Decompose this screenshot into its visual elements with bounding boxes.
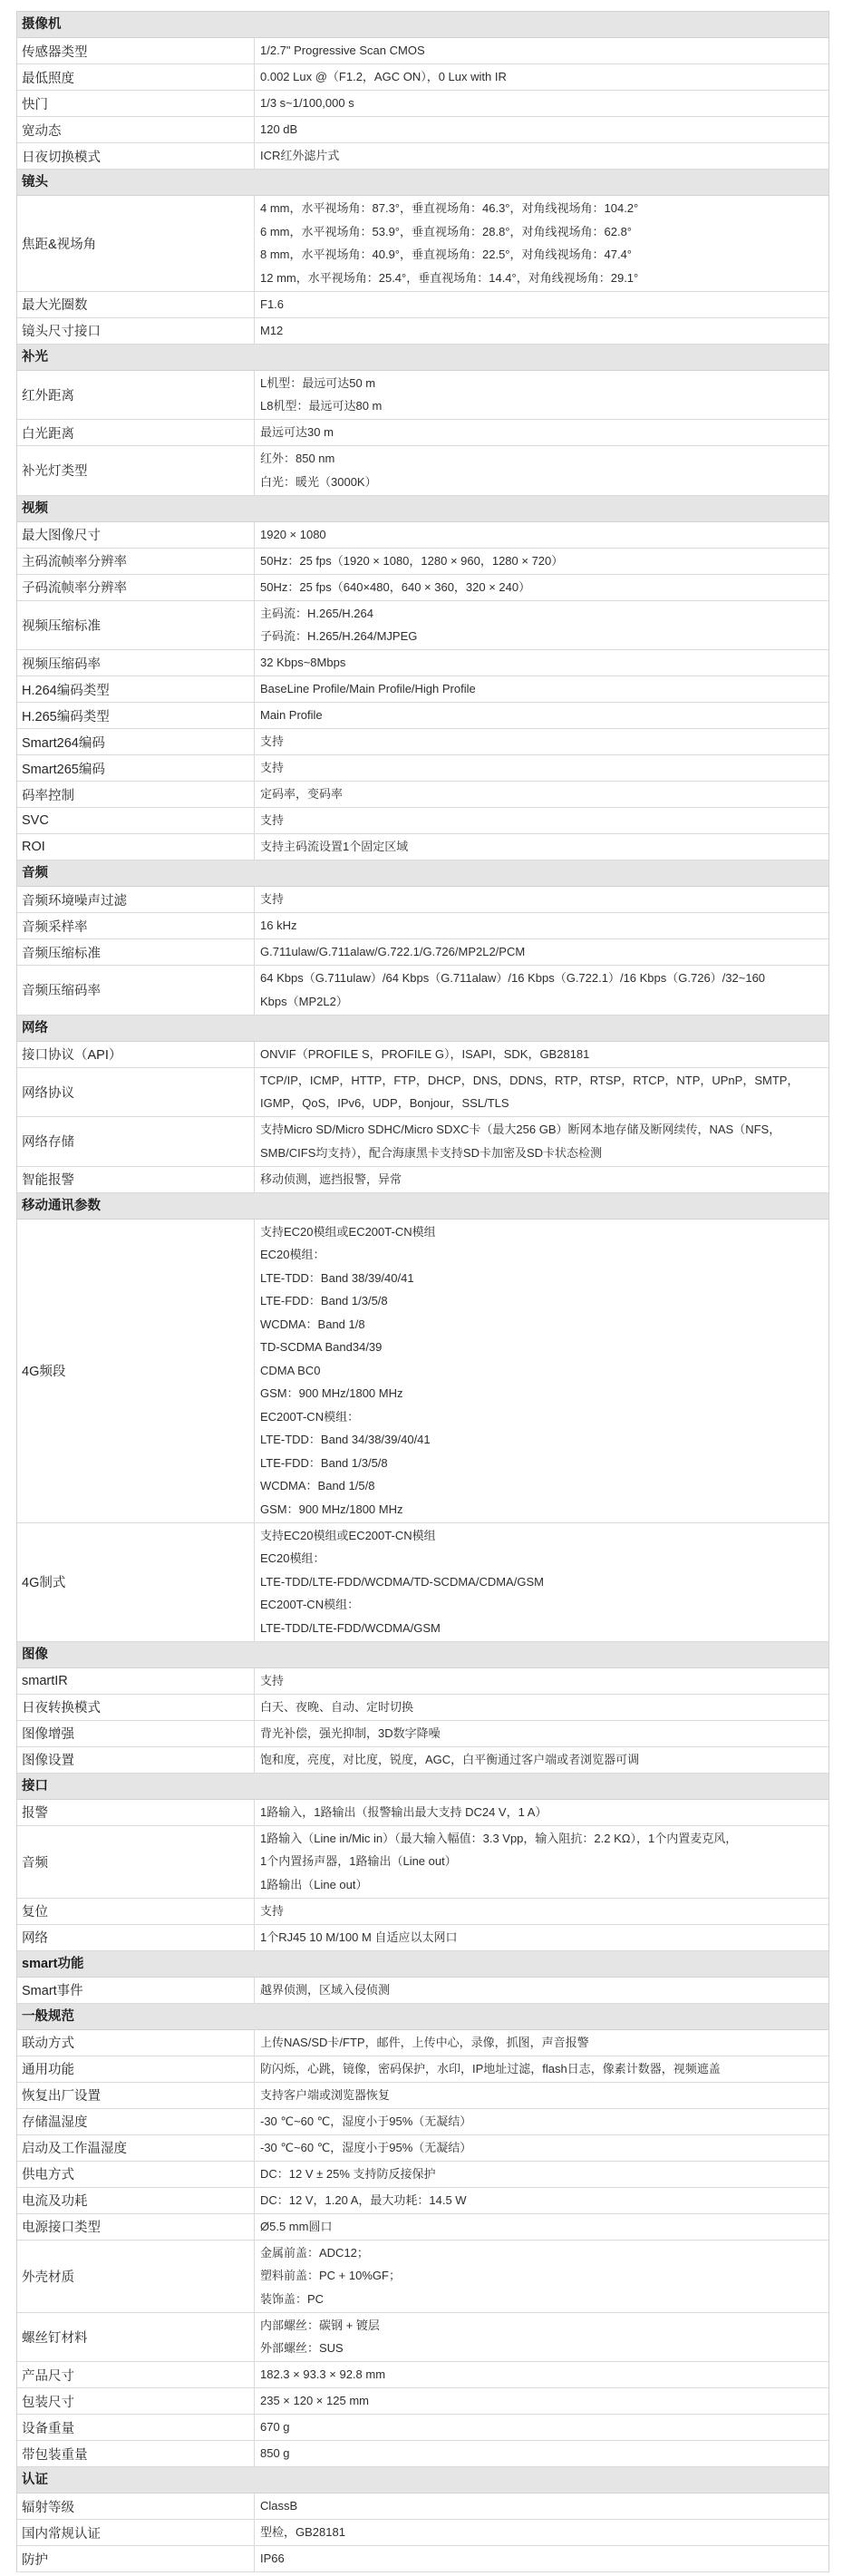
spec-value-line: 支持 [260, 1673, 285, 1687]
spec-label: 网络 [17, 1925, 255, 1950]
spec-label: 图像设置 [17, 1747, 255, 1773]
spec-value-line: 50Hz：25 fps（1920 × 1080，1280 × 960，1280 × 720） [260, 553, 564, 568]
spec-value-line: -30 ℃~60 ℃，湿度小于95%（无凝结） [260, 2114, 472, 2128]
spec-value-line: Ø5.5 mm圆口 [260, 2219, 333, 2233]
spec-value [255, 2493, 828, 2519]
spec-value-line: 182.3 × 93.3 × 92.8 mm [260, 2367, 386, 2382]
spec-value-line: 支持主码流设置1个固定区域 [260, 840, 409, 854]
spec-value [255, 143, 828, 169]
spec-label: 最大光圈数 [17, 292, 255, 317]
spec-row [17, 601, 828, 651]
spec-value-line: LTE-TDD：Band 38/39/40/41 [260, 1270, 414, 1285]
spec-value-line: 移动侦测，遮挡报警，异常 [260, 1171, 402, 1186]
section-header: 接口 [17, 1774, 828, 1800]
spec-value-line: 1个内置扬声器，1路输出（Line out） [260, 1854, 457, 1869]
spec-value [255, 1068, 828, 1117]
spec-value [255, 1220, 828, 1522]
spec-label: 镜头尺寸接口 [17, 318, 255, 344]
spec-label: SVC [17, 808, 255, 833]
spec-value [255, 117, 828, 142]
spec-value-line: 支持 [260, 813, 285, 828]
spec-label: 音频环境噪声过滤 [17, 887, 255, 912]
spec-label: 设备重量 [17, 2415, 255, 2440]
spec-value [255, 966, 828, 1015]
spec-value-line: 装饰盖：PC [260, 2291, 325, 2306]
spec-row [17, 2546, 828, 2572]
spec-value-line: TCP/IP，ICMP，HTTP，FTP，DHCP，DNS，DDNS，RTP，RTSP，RTCP，NTP，UPnP，SMTP， [260, 1073, 799, 1087]
spec-value [255, 549, 828, 574]
spec-row [17, 2162, 828, 2188]
spec-value-line: 背光补偿，强光抑制，3D数字降噪 [260, 1725, 441, 1740]
spec-value-line: Kbps（MP2L2） [260, 994, 348, 1008]
spec-row [17, 64, 828, 91]
spec-value-line: 外部螺丝：SUS [260, 2341, 344, 2356]
spec-value-line: 饱和度，亮度，对比度，锐度，AGC，白平衡通过客户端或者浏览器可调 [260, 1752, 640, 1766]
spec-row [17, 1721, 828, 1747]
spec-value-line: 12 mm，水平视场角：25.4°，垂直视场角：14.4°，对角线视场角：29.1° [260, 270, 639, 285]
spec-value [255, 887, 828, 912]
spec-value-line: LTE-FDD：Band 1/3/5/8 [260, 1455, 388, 1470]
spec-value-line: LTE-TDD/LTE-FDD/WCDMA/GSM [260, 1620, 441, 1635]
spec-value [255, 1668, 828, 1694]
spec-value [255, 371, 828, 420]
spec-label: 宽动态 [17, 117, 255, 142]
spec-row [17, 446, 828, 496]
spec-value [255, 834, 828, 860]
spec-row [17, 887, 828, 913]
spec-label: 供电方式 [17, 2162, 255, 2187]
spec-row [17, 196, 828, 292]
spec-value-line: 32 Kbps~8Mbps [260, 656, 346, 670]
spec-row [17, 318, 828, 345]
spec-row [17, 2388, 828, 2415]
spec-label: 恢复出厂设置 [17, 2083, 255, 2108]
spec-row [17, 1978, 828, 2004]
spec-value-line: 0.002 Lux @（F1.2，AGC ON），0 Lux with IR [260, 70, 507, 84]
spec-label: H.265编码类型 [17, 703, 255, 728]
spec-label: 智能报警 [17, 1167, 255, 1192]
spec-value-line: ICR红外滤片式 [260, 149, 340, 163]
spec-value [255, 1042, 828, 1067]
spec-label: 主码流帧率分辨率 [17, 549, 255, 574]
spec-value [255, 2362, 828, 2387]
spec-label: 码率控制 [17, 782, 255, 807]
spec-value [255, 650, 828, 676]
spec-label: 辐射等级 [17, 2493, 255, 2519]
spec-row [17, 2362, 828, 2388]
spec-table [16, 11, 829, 2572]
section-header: smart功能 [17, 1951, 828, 1978]
spec-label: 传感器类型 [17, 38, 255, 63]
spec-value-line: 16 kHz [260, 919, 297, 933]
spec-value [255, 2214, 828, 2240]
spec-label: 红外距离 [17, 371, 255, 420]
spec-row [17, 703, 828, 729]
spec-value-line: 塑料前盖：PC + 10%GF； [260, 2269, 401, 2283]
spec-row [17, 1668, 828, 1695]
spec-value [255, 2135, 828, 2161]
section-header: 音频 [17, 860, 828, 887]
spec-value [255, 1826, 828, 1898]
spec-label: 复位 [17, 1899, 255, 1924]
spec-value-line: -30 ℃~60 ℃，湿度小于95%（无凝结） [260, 2140, 472, 2154]
spec-label: 音频 [17, 1826, 255, 1898]
spec-label: 日夜转换模式 [17, 1695, 255, 1720]
spec-value [255, 38, 828, 63]
spec-label: 白光距离 [17, 420, 255, 445]
spec-value-line: 1路输入（Line in/Mic in）（最大输入幅值：3.3 Vpp，输入阻抗：2.2 KΩ），1个内置麦克风， [260, 1831, 738, 1845]
spec-row [17, 808, 828, 834]
spec-value-line: 850 g [260, 2446, 290, 2461]
spec-value-line: DC：12 V，1.20 A，最大功耗：14.5 W [260, 2192, 467, 2207]
spec-value-line: 越界侦测，区域入侵侦测 [260, 1982, 391, 1997]
spec-value [255, 2415, 828, 2440]
spec-value [255, 913, 828, 938]
spec-label: 网络存储 [17, 1117, 255, 1166]
spec-row [17, 1925, 828, 1951]
spec-value-line: CDMA BC0 [260, 1363, 321, 1377]
spec-value-line: 定码率，变码率 [260, 787, 344, 802]
spec-value-line: G.711ulaw/G.711alaw/G.722.1/G.726/MP2L2/PCM [260, 945, 526, 959]
spec-value-line: 支持EC20模组或EC200T-CN模组 [260, 1224, 436, 1239]
spec-value-line: 白光：暖光（3000K） [260, 474, 377, 489]
spec-row [17, 2520, 828, 2546]
spec-value-line: SMB/CIFS均支持），配合海康黑卡支持SD卡加密及SD卡状态检测 [260, 1145, 603, 1160]
spec-label: 联动方式 [17, 2030, 255, 2056]
spec-label: 外壳材质 [17, 2241, 255, 2312]
spec-row [17, 575, 828, 601]
spec-value-line: 1路输入，1路输出（报警输出最大支持 DC24 V，1 A） [260, 1804, 547, 1819]
spec-value-line: 64 Kbps（G.711ulaw）/64 Kbps（G.711alaw）/16 Kbps（G.722.1）/16 Kbps（G.726）/32~160 [260, 971, 766, 986]
section-header: 移动通讯参数 [17, 1193, 828, 1220]
spec-row [17, 1826, 828, 1899]
spec-value-line: IP66 [260, 2552, 285, 2566]
spec-value [255, 782, 828, 807]
spec-value [255, 2109, 828, 2134]
spec-value-line: 防闪烁，心跳，镜像，密码保护，水印，IP地址过滤，flash日志，像素计数器，视频遮盖 [260, 2061, 721, 2075]
spec-value-line: GSM：900 MHz/1800 MHz [260, 1502, 403, 1516]
spec-label: H.264编码类型 [17, 676, 255, 702]
spec-row [17, 2415, 828, 2441]
spec-label: 最低照度 [17, 64, 255, 90]
spec-row [17, 1800, 828, 1826]
spec-label: 音频采样率 [17, 913, 255, 938]
spec-value-line: 1/2.7" Progressive Scan CMOS [260, 44, 425, 58]
spec-value [255, 1523, 828, 1641]
spec-label: Smart事件 [17, 1978, 255, 2003]
spec-row [17, 2056, 828, 2083]
spec-value-line: 型检，GB28181 [260, 2525, 345, 2540]
spec-label: Smart264编码 [17, 729, 255, 754]
spec-label: 焦距&视场角 [17, 196, 255, 291]
spec-row [17, 729, 828, 755]
spec-value-line: ClassB [260, 2499, 298, 2513]
spec-value [255, 1925, 828, 1950]
spec-value [255, 1167, 828, 1192]
spec-row [17, 143, 828, 170]
spec-row [17, 1695, 828, 1721]
spec-value [255, 2546, 828, 2571]
section-header: 视频 [17, 496, 828, 522]
section-header: 摄像机 [17, 12, 828, 38]
spec-label: 电流及功耗 [17, 2188, 255, 2213]
spec-row [17, 2493, 828, 2520]
spec-label: 启动及工作温湿度 [17, 2135, 255, 2161]
spec-value [255, 729, 828, 754]
spec-value [255, 1695, 828, 1720]
spec-row [17, 2030, 828, 2056]
spec-row [17, 2441, 828, 2467]
spec-value-line: 最远可达30 m [260, 425, 334, 440]
spec-label: 视频压缩标准 [17, 601, 255, 650]
spec-value [255, 2241, 828, 2312]
spec-label: 快门 [17, 91, 255, 116]
spec-row [17, 91, 828, 117]
spec-label: 国内常规认证 [17, 2520, 255, 2545]
spec-value [255, 2441, 828, 2466]
spec-label: 报警 [17, 1800, 255, 1825]
spec-row [17, 2135, 828, 2162]
spec-value-line: 支持客户端或浏览器恢复 [260, 2087, 391, 2102]
spec-value-line: 支持 [260, 892, 285, 907]
spec-value [255, 2388, 828, 2414]
spec-value [255, 318, 828, 344]
spec-row [17, 1899, 828, 1925]
spec-row [17, 2109, 828, 2135]
spec-value-line: 支持 [260, 1903, 285, 1918]
spec-row [17, 834, 828, 860]
spec-value-line: L8机型：最远可达80 m [260, 399, 383, 413]
spec-value-line: BaseLine Profile/Main Profile/High Profile [260, 682, 476, 696]
spec-value-line: 支持 [260, 734, 285, 749]
spec-value [255, 808, 828, 833]
spec-value [255, 196, 828, 291]
spec-label: 4G制式 [17, 1523, 255, 1641]
spec-label: 子码流帧率分辨率 [17, 575, 255, 600]
spec-value [255, 703, 828, 728]
spec-value-line: 235 × 120 × 125 mm [260, 2394, 369, 2408]
spec-row [17, 782, 828, 808]
spec-row [17, 755, 828, 782]
section-header: 图像 [17, 1642, 828, 1668]
spec-value [255, 2083, 828, 2108]
spec-value [255, 1800, 828, 1825]
spec-row [17, 371, 828, 421]
spec-row [17, 2241, 828, 2313]
spec-row [17, 2313, 828, 2363]
spec-value [255, 2056, 828, 2082]
spec-value-line: ONVIF（PROFILE S，PROFILE G），ISAPI，SDK，GB28181 [260, 1046, 590, 1061]
spec-row [17, 1117, 828, 1167]
spec-value [255, 755, 828, 781]
spec-value-line: IGMP，QoS，IPv6，UDP，Bonjour，SSL/TLS [260, 1096, 509, 1111]
spec-row [17, 1042, 828, 1068]
spec-label: 产品尺寸 [17, 2362, 255, 2387]
spec-value-line: 红外：850 nm [260, 452, 335, 466]
spec-value-line: EC200T-CN模组： [260, 1409, 360, 1424]
spec-row [17, 1167, 828, 1193]
spec-value-line: 50Hz：25 fps（640×480，640 × 360，320 × 240） [260, 579, 531, 594]
spec-label: 螺丝钉材料 [17, 2313, 255, 2362]
spec-value [255, 91, 828, 116]
spec-value-line: 内部螺丝：碳钢 + 镀层 [260, 2318, 380, 2332]
spec-value [255, 1117, 828, 1166]
spec-value-line: F1.6 [260, 296, 285, 311]
spec-value-line: 上传NAS/SD卡/FTP，邮件，上传中心，录像，抓图，声音报警 [260, 2035, 589, 2049]
spec-row [17, 913, 828, 939]
spec-value-line: LTE-TDD：Band 34/38/39/40/41 [260, 1433, 431, 1447]
spec-label: 通用功能 [17, 2056, 255, 2082]
spec-row [17, 1747, 828, 1774]
spec-row [17, 2188, 828, 2214]
spec-value [255, 420, 828, 445]
spec-row [17, 2083, 828, 2109]
spec-value-line: 1/3 s~1/100,000 s [260, 96, 354, 111]
spec-value-line: 670 g [260, 2420, 290, 2435]
spec-label: 补光灯类型 [17, 446, 255, 495]
spec-value-line: 子码流：H.265/H.264/MJPEG [260, 629, 418, 644]
spec-row [17, 1220, 828, 1523]
spec-value-line: LTE-TDD/LTE-FDD/WCDMA/TD-SCDMA/CDMA/GSM [260, 1574, 544, 1589]
section-header: 镜头 [17, 170, 828, 196]
spec-value-line: M12 [260, 323, 284, 337]
spec-value-line: 6 mm，水平视场角：53.9°，垂直视场角：28.8°，对角线视场角：62.8° [260, 224, 633, 238]
spec-row [17, 522, 828, 549]
spec-value-line: TD-SCDMA Band34/39 [260, 1340, 383, 1355]
spec-label: 图像增强 [17, 1721, 255, 1746]
spec-value [255, 2313, 828, 2362]
spec-value-line: EC20模组： [260, 1248, 325, 1262]
spec-label: Smart265编码 [17, 755, 255, 781]
spec-row [17, 38, 828, 64]
spec-value-line: 支持Micro SD/Micro SDHC/Micro SDXC卡（最大256 GB）断网本地存储及断网续传，NAS（NFS， [260, 1123, 781, 1137]
spec-label: 4G频段 [17, 1220, 255, 1522]
spec-row [17, 1068, 828, 1118]
spec-row [17, 1523, 828, 1642]
spec-value-line: LTE-FDD：Band 1/3/5/8 [260, 1294, 388, 1308]
spec-label: 视频压缩码率 [17, 650, 255, 676]
spec-label: 日夜切换模式 [17, 143, 255, 169]
spec-value [255, 64, 828, 90]
spec-row [17, 966, 828, 1016]
spec-value [255, 522, 828, 548]
spec-value-line: 1个RJ45 10 M/100 M 自适应以太网口 [260, 1930, 458, 1944]
spec-row [17, 292, 828, 318]
spec-label: 防护 [17, 2546, 255, 2571]
spec-label: 存储温湿度 [17, 2109, 255, 2134]
spec-label: 带包装重量 [17, 2441, 255, 2466]
spec-value [255, 292, 828, 317]
spec-label: 音频压缩标准 [17, 939, 255, 965]
spec-value-line: 金属前盖：ADC12； [260, 2245, 369, 2260]
section-header: 补光 [17, 345, 828, 371]
spec-value-line: 支持 [260, 761, 285, 775]
spec-value [255, 1721, 828, 1746]
spec-label: 音频压缩码率 [17, 966, 255, 1015]
section-header: 认证 [17, 2467, 828, 2493]
spec-value-line: GSM：900 MHz/1800 MHz [260, 1386, 403, 1401]
spec-value [255, 1747, 828, 1773]
spec-value [255, 676, 828, 702]
spec-value-line: 4 mm，水平视场角：87.3°，垂直视场角：46.3°，对角线视场角：104.2° [260, 201, 639, 216]
spec-value-line: WCDMA：Band 1/8 [260, 1317, 365, 1331]
spec-value [255, 1899, 828, 1924]
spec-value-line: Main Profile [260, 708, 323, 723]
spec-label: 最大图像尺寸 [17, 522, 255, 548]
spec-value-line: 支持EC20模组或EC200T-CN模组 [260, 1528, 436, 1542]
spec-value [255, 2520, 828, 2545]
spec-value [255, 446, 828, 495]
spec-value-line: 白天、夜晚、自动、定时切换 [260, 1699, 414, 1714]
spec-value-line: DC：12 V ± 25% 支持防反接保护 [260, 2166, 436, 2181]
spec-value-line: WCDMA：Band 1/5/8 [260, 1479, 375, 1493]
spec-value [255, 2030, 828, 2056]
spec-value [255, 939, 828, 965]
section-header: 一般规范 [17, 2004, 828, 2030]
spec-row [17, 650, 828, 676]
spec-row [17, 939, 828, 966]
spec-row [17, 2214, 828, 2241]
spec-value-line: EC20模组： [260, 1551, 325, 1566]
spec-value-line: 120 dB [260, 122, 298, 137]
spec-value-line: 8 mm，水平视场角：40.9°，垂直视场角：22.5°，对角线视场角：47.4° [260, 248, 633, 262]
spec-row [17, 420, 828, 446]
spec-value [255, 575, 828, 600]
spec-value-line: 1路输出（Line out） [260, 1877, 368, 1891]
spec-value [255, 601, 828, 650]
spec-value-line: L机型：最远可达50 m [260, 375, 376, 390]
spec-label: ROI [17, 834, 255, 860]
spec-label: 网络协议 [17, 1068, 255, 1117]
spec-row [17, 117, 828, 143]
spec-value-line: EC200T-CN模组： [260, 1598, 360, 1612]
spec-value [255, 2162, 828, 2187]
spec-value [255, 2188, 828, 2213]
spec-label: smartIR [17, 1668, 255, 1694]
spec-row [17, 549, 828, 575]
spec-label: 接口协议（API） [17, 1042, 255, 1067]
spec-value-line: 1920 × 1080 [260, 527, 326, 541]
section-header: 网络 [17, 1016, 828, 1042]
spec-row [17, 676, 828, 703]
spec-value-line: 主码流：H.265/H.264 [260, 606, 373, 620]
spec-value [255, 1978, 828, 2003]
spec-label: 包装尺寸 [17, 2388, 255, 2414]
spec-label: 电源接口类型 [17, 2214, 255, 2240]
